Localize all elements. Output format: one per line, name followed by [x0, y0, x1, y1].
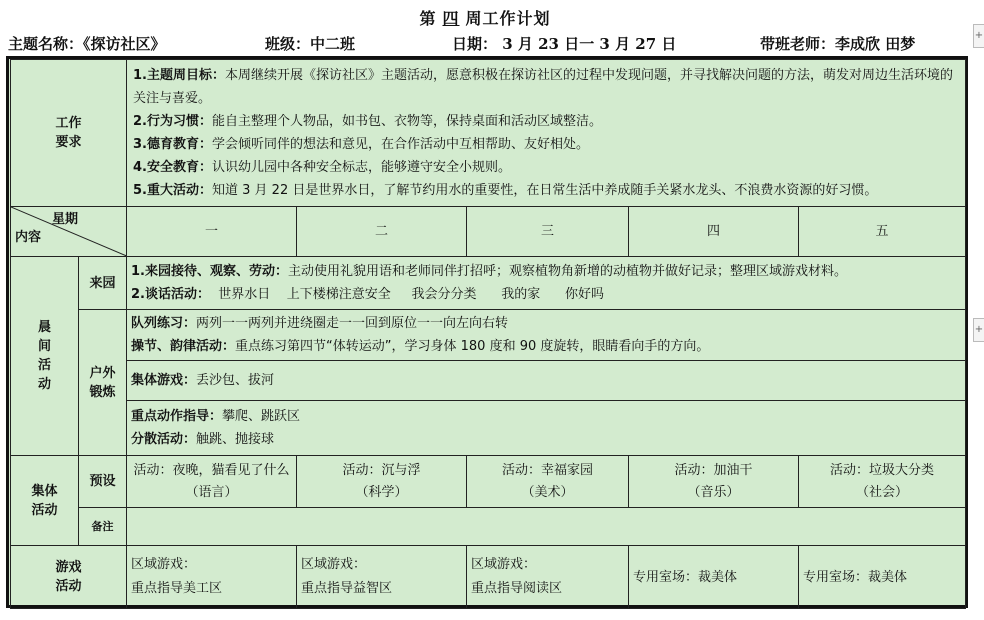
outdoor-drill-row: [11, 310, 966, 361]
major-event-item: 5.重大活动：知道 3 月 22 日是世界水日，了解节约用水的重要性，在日常生活中养成随手关紧水龙头、不浪费水资源的好习惯。: [133, 183, 878, 198]
title-suffix: 周工作计划: [465, 9, 551, 28]
movement-guidance-content: [127, 401, 966, 456]
drill-content: [127, 310, 966, 361]
arrival-reception: 1.来园接待、观察、劳动：主动使用礼貌用语和老师同伴打招呼；观察植物角新增的动植物并做好记录；整理区域游戏材料。: [131, 264, 848, 279]
scroll-tab-middle[interactable]: +: [973, 318, 984, 342]
page-title: [0, 6, 970, 29]
rhythm-activity: 操节、韵律活动：重点练习第四节“体转运动”，学习身体 180 度和 90 度旋转，眼睛看向手的方向。: [131, 339, 710, 354]
queue-practice: 队列练习：两列一一两列并进绕圈走一一回到原位一一向左向右转: [131, 316, 509, 331]
weekly-plan-table: [10, 59, 966, 609]
day-thursday: 四: [629, 207, 799, 257]
plan-thursday: 活动：加油干 （音乐）: [629, 456, 799, 508]
work-requirements-row: [11, 60, 966, 207]
note-label: 备注: [79, 508, 127, 546]
corner-content-label: 内容: [15, 230, 42, 245]
game-thursday: 专用室场：裁美体: [629, 546, 799, 609]
game-friday: 专用室场：裁美体: [799, 546, 966, 609]
preset-label: 预设: [79, 456, 127, 508]
group-game-row: [11, 361, 966, 401]
game-activity-row: [11, 546, 966, 609]
outdoor-exercise-label: 户外 锻炼: [79, 310, 127, 456]
arrival-label: 来园: [79, 257, 127, 310]
habit-item: 2.行为习惯：能自主整理个人物品，如书包、衣物等，保持桌面和活动区域整洁。: [133, 114, 603, 129]
collective-plan-row: [11, 456, 966, 508]
day-tuesday: 二: [297, 207, 467, 257]
weekday-header-row: [11, 207, 966, 257]
theme-name: 主题名称：《探访社区》: [8, 35, 166, 53]
goal-item: 1.主题周目标：本周继续开展《探访社区》主题活动，愿意积极在探访社区的过程中发现问题，并寻找解决问题的方法，萌发对周边生活环境的关注与喜爱。: [133, 68, 954, 106]
plan-monday: 活动：夜晚，猫看见了什么（语言）: [127, 456, 297, 508]
free-activity: 分散活动：触跳、抛接球: [131, 432, 275, 447]
title-prefix: 第: [419, 9, 437, 28]
day-monday: 一: [127, 207, 297, 257]
plan-friday: 活动：垃圾大分类 （社会）: [799, 456, 966, 508]
game-monday: 区域游戏： 重点指导美工区: [127, 546, 297, 609]
arrival-row: [11, 257, 966, 310]
corner-weekday-label: 星期: [52, 212, 79, 227]
game-tuesday: 区域游戏： 重点指导益智区: [297, 546, 467, 609]
class-name: 班级：中二班: [265, 35, 356, 53]
arrival-content: [127, 257, 966, 310]
collective-activity-label: 集体 活动: [11, 456, 79, 546]
week-number: 四: [442, 9, 460, 28]
work-requirements-content: [127, 60, 966, 207]
note-content: [127, 508, 966, 546]
morning-activity-label: 晨 间 活 动: [11, 257, 79, 456]
plan-tuesday: 活动：沉与浮 （科学）: [297, 456, 467, 508]
focus-movement: 重点动作指导：攀爬、跳跃区: [131, 409, 301, 424]
day-friday: 五: [799, 207, 966, 257]
safety-item: 4.安全教育：认识幼儿园中各种安全标志，能够遵守安全小规则。: [133, 160, 512, 175]
date-range: 日期： 3 月 23 日一 3 月 27 日: [452, 35, 677, 53]
scroll-tab-top[interactable]: +: [973, 24, 984, 48]
plan-wednesday: 活动：幸福家园 （美术）: [467, 456, 629, 508]
talk-activities: 2.谈话活动： 世界水日 上下楼梯注意安全 我会分分类 我的家 你好吗: [131, 287, 605, 302]
game-activity-label: 游戏 活动: [11, 546, 127, 609]
movement-guidance-row: [11, 401, 966, 456]
group-game-content: 集体游戏：丢沙包、拔河: [127, 361, 966, 401]
moral-item: 3.德育教育：学会倾听同伴的想法和意见，在合作活动中互相帮助、友好相处。: [133, 137, 590, 152]
day-wednesday: 三: [467, 207, 629, 257]
game-wednesday: 区域游戏： 重点指导阅读区: [467, 546, 629, 609]
work-requirements-label: 工作 要求: [11, 60, 127, 207]
teacher-names: 带班老师：李成欣 田梦: [760, 35, 916, 53]
collective-note-row: [11, 508, 966, 546]
corner-diagonal-cell: [11, 207, 127, 257]
